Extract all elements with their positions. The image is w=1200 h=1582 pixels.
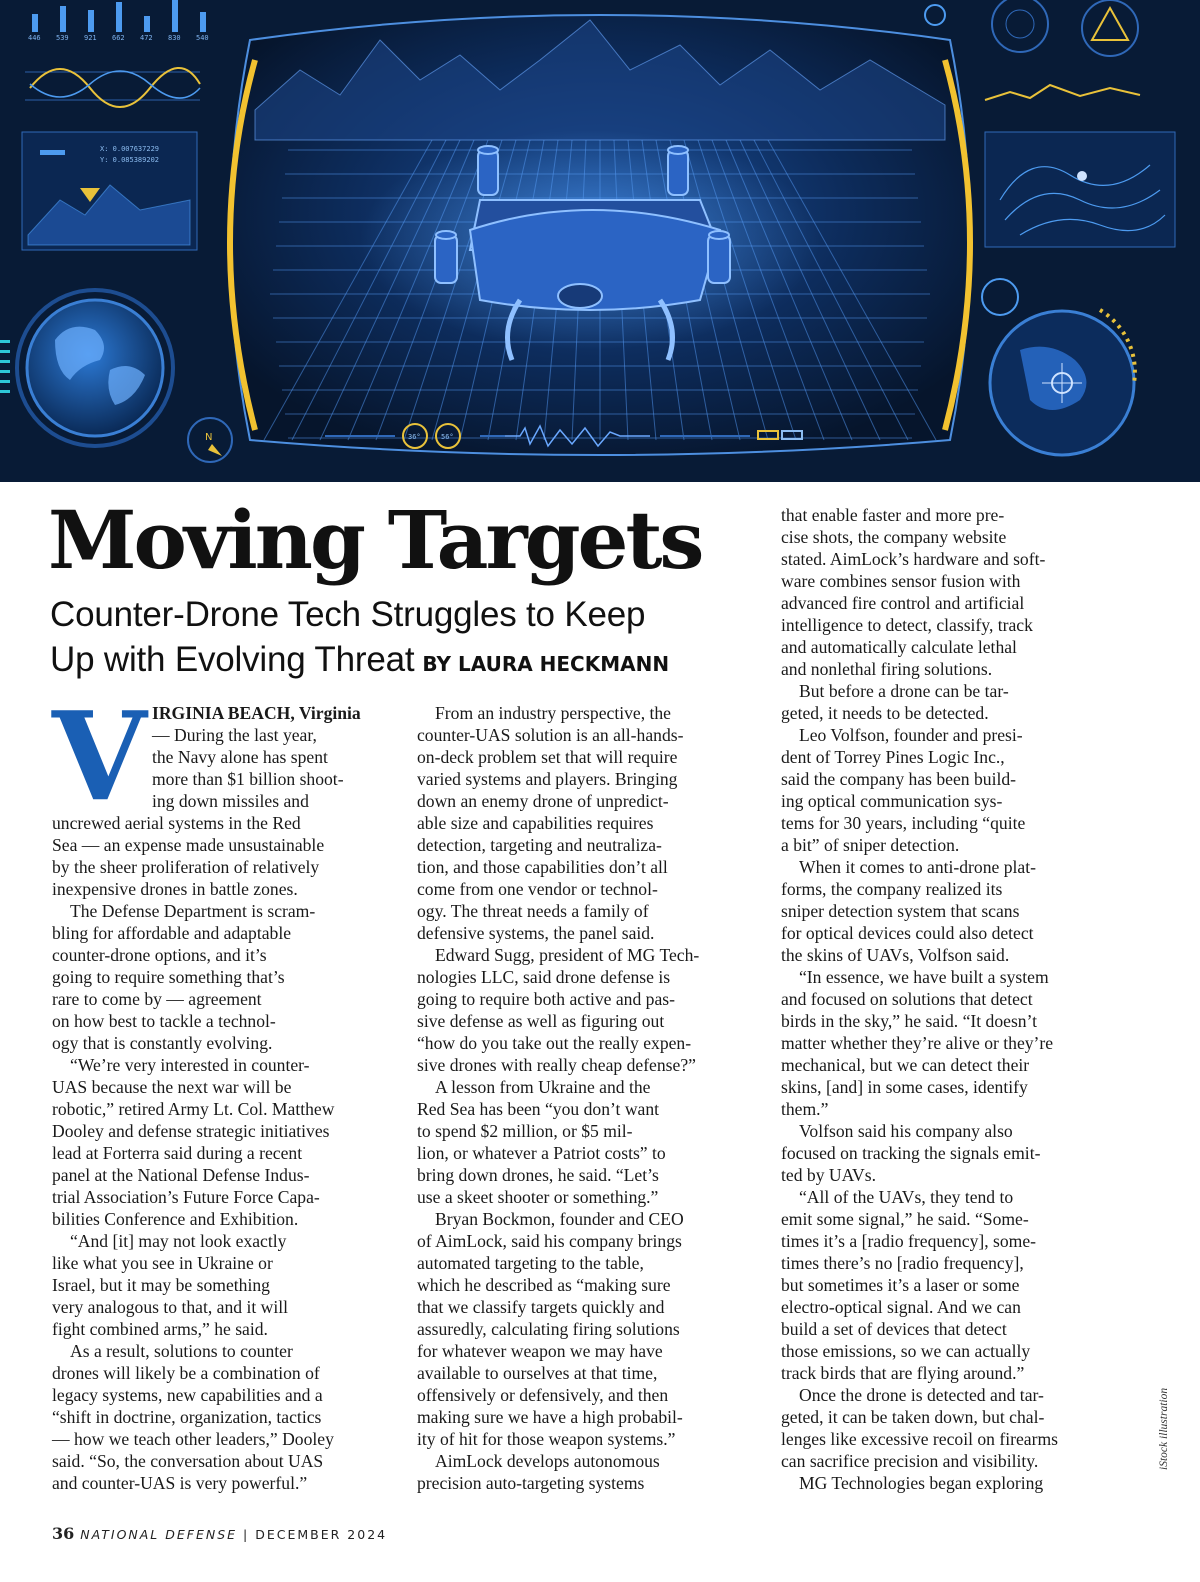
text-line: cise shots, the company website bbox=[781, 527, 1007, 547]
deck-line-1: Counter-Drone Tech Struggles to Keep bbox=[50, 595, 646, 634]
hero-bar-label: 446 bbox=[28, 34, 41, 42]
coord-y-readout: Y: 0.085389202 bbox=[100, 156, 160, 164]
headline: Moving Targets bbox=[48, 493, 702, 587]
text-line: inexpensive drones in battle zones. bbox=[52, 879, 298, 899]
text-line: but sometimes it’s a laser or some bbox=[781, 1275, 1020, 1295]
svg-text:36°: 36° bbox=[408, 433, 421, 441]
text-line: drones will likely be a combination of bbox=[52, 1363, 320, 1383]
text-line: times it’s a [radio frequency], some- bbox=[781, 1231, 1037, 1251]
text-line: IRGINIA BEACH, Virginia bbox=[152, 703, 361, 723]
text-line: the Navy alone has spent bbox=[152, 747, 328, 767]
deck-line-2: Up with Evolving Threat BY LAURA HECKMANN bbox=[50, 640, 670, 679]
text-line: Sea — an expense made unsustainable bbox=[52, 835, 325, 855]
text-line: for optical devices could also detect bbox=[781, 923, 1034, 943]
text-line: and nonlethal firing solutions. bbox=[781, 659, 993, 679]
coord-x-readout: X: 0.007637229 bbox=[100, 145, 160, 153]
text-line: ing down missiles and bbox=[152, 791, 309, 811]
text-line: — how we teach other leaders,” Dooley bbox=[52, 1429, 334, 1449]
article-column-3 bbox=[781, 504, 1121, 1494]
hero-bar bbox=[60, 6, 66, 32]
hero-bar bbox=[116, 2, 122, 32]
text-line: and automatically calculate lethal bbox=[781, 637, 1017, 657]
hero-bar bbox=[88, 10, 94, 32]
text-line: ware combines sensor fusion with bbox=[781, 571, 1021, 591]
text-line: of AimLock, said his company brings bbox=[417, 1231, 682, 1251]
text-line: that enable faster and more pre- bbox=[781, 505, 1005, 525]
image-credit: iStock illustration bbox=[1158, 1387, 1170, 1470]
text-line: forms, the company realized its bbox=[781, 879, 1003, 899]
text-line: AimLock develops autonomous bbox=[435, 1451, 660, 1471]
article-column-1 bbox=[52, 684, 392, 1494]
page-number: 36 bbox=[52, 1524, 75, 1543]
text-line: that we classify targets quickly and bbox=[417, 1297, 665, 1317]
text-line: can sacrifice precision and visibility. bbox=[781, 1451, 1039, 1471]
hero-bar bbox=[32, 14, 38, 32]
text-line: like what you see in Ukraine or bbox=[52, 1253, 273, 1273]
page-footer bbox=[52, 1524, 387, 1543]
text-line: more than $1 billion shoot- bbox=[152, 769, 344, 789]
text-line: stated. AimLock’s hardware and soft- bbox=[781, 549, 1046, 569]
text-line: counter-UAS solution is an all-hands- bbox=[417, 725, 684, 745]
text-line: “how do you take out the really expen- bbox=[417, 1033, 692, 1053]
text-line: focused on tracking the signals emit- bbox=[781, 1143, 1041, 1163]
text-line: detection, targeting and neutraliza- bbox=[417, 835, 662, 855]
text-line: uncrewed aerial systems in the Red bbox=[52, 813, 301, 833]
text-line: come from one vendor or technol- bbox=[417, 879, 658, 899]
text-line: “We’re very interested in counter- bbox=[70, 1055, 310, 1075]
text-line: advanced fire control and artificial bbox=[781, 593, 1025, 613]
text-line: on-deck problem set that will require bbox=[417, 747, 678, 767]
text-line: “And [it] may not look exactly bbox=[70, 1231, 287, 1251]
text-line: build a set of devices that detect bbox=[781, 1319, 1007, 1339]
hero-bar-label: 830 bbox=[168, 34, 181, 42]
text-line: From an industry perspective, the bbox=[435, 703, 671, 723]
text-line: and counter-UAS is very powerful.” bbox=[52, 1473, 308, 1493]
text-line: UAS because the next war will be bbox=[52, 1077, 292, 1097]
text-line: ted by UAVs. bbox=[781, 1165, 876, 1185]
hero-bar bbox=[172, 0, 178, 32]
text-line: going to require something that’s bbox=[52, 967, 285, 987]
text-line: ogy. The threat needs a family of bbox=[417, 901, 649, 921]
text-line: trial Association’s Future Force Capa- bbox=[52, 1187, 320, 1207]
hero-bar-label: 662 bbox=[112, 34, 125, 42]
text-line: precision auto-targeting systems bbox=[417, 1473, 645, 1493]
text-line: Red Sea has been “you don’t want bbox=[417, 1099, 660, 1119]
text-line: sive defense as well as figuring out bbox=[417, 1011, 665, 1031]
text-line: electro-optical signal. And we can bbox=[781, 1297, 1021, 1317]
deck bbox=[50, 592, 770, 687]
text-line: nologies LLC, said drone defense is bbox=[417, 967, 671, 987]
text-line: able size and capabilities requires bbox=[417, 813, 654, 833]
text-line: use a skeet shooter or something.” bbox=[417, 1187, 659, 1207]
article-column-2 bbox=[417, 702, 757, 1494]
text-line: robotic,” retired Army Lt. Col. Matthew bbox=[52, 1099, 335, 1119]
text-line: a bit” of sniper detection. bbox=[781, 835, 960, 855]
text-line: sive drones with really cheap defense?” bbox=[417, 1055, 696, 1075]
text-line: bling for affordable and adaptable bbox=[52, 923, 292, 943]
text-line: ing optical communication sys- bbox=[781, 791, 1003, 811]
svg-text:56°: 56° bbox=[441, 433, 454, 441]
text-line: mechanical, but we can detect their bbox=[781, 1055, 1030, 1075]
issue-date: DECEMBER 2024 bbox=[255, 1527, 388, 1542]
text-line: A lesson from Ukraine and the bbox=[435, 1077, 651, 1097]
text-line: said the company has been build- bbox=[781, 769, 1017, 789]
text-line: legacy systems, new capabilities and a bbox=[52, 1385, 323, 1405]
hero-bar-label: 472 bbox=[140, 34, 153, 42]
drop-cap: V bbox=[52, 684, 147, 828]
text-line: tion, and those capabilities don’t all bbox=[417, 857, 668, 877]
text-line: The Defense Department is scram- bbox=[70, 901, 316, 921]
publication-name: NATIONAL DEFENSE bbox=[80, 1527, 238, 1542]
text-line: offensively or defensively, and then bbox=[417, 1385, 669, 1405]
text-line: “In essence, we have built a system bbox=[799, 967, 1049, 987]
text-line: — During the last year, bbox=[152, 725, 317, 745]
globe-widget bbox=[17, 290, 173, 446]
text-line: lead at Forterra said during a recent bbox=[52, 1143, 303, 1163]
text-line: Israel, but it may be something bbox=[52, 1275, 270, 1295]
text-line: fight combined arms,” he said. bbox=[52, 1319, 268, 1339]
text-line: Once the drone is detected and tar- bbox=[799, 1385, 1044, 1405]
text-line: them.” bbox=[781, 1099, 829, 1119]
text-line: to spend $2 million, or $5 mil- bbox=[417, 1121, 633, 1141]
text-line: Volfson said his company also bbox=[799, 1121, 1013, 1141]
coordinate-panel bbox=[22, 132, 197, 250]
svg-text:N: N bbox=[205, 432, 213, 443]
text-line: As a result, solutions to counter bbox=[70, 1341, 293, 1361]
text-line: by the sheer proliferation of relatively bbox=[52, 857, 320, 877]
text-line: lenges like excessive recoil on firearms bbox=[781, 1429, 1058, 1449]
text-line: down an enemy drone of unpredict- bbox=[417, 791, 669, 811]
text-line: times there’s no [radio frequency], bbox=[781, 1253, 1024, 1273]
text-line: sniper detection system that scans bbox=[781, 901, 1020, 921]
text-line: bring down drones, he said. “Let’s bbox=[417, 1165, 659, 1185]
text-line: intelligence to detect, classify, track bbox=[781, 615, 1033, 635]
text-line: birds in the sky,” he said. “It doesn’t bbox=[781, 1011, 1038, 1031]
text-line: lion, or whatever a Patriot costs” to bbox=[417, 1143, 666, 1163]
text-line: track birds that are flying around.” bbox=[781, 1363, 1025, 1383]
text-line: for whatever weapon we may have bbox=[417, 1341, 663, 1361]
hero-illustration bbox=[0, 0, 1200, 482]
text-line: on how best to tackle a technol- bbox=[52, 1011, 276, 1031]
text-line: going to require both active and pas- bbox=[417, 989, 675, 1009]
text-line: skins, [and] in some cases, identify bbox=[781, 1077, 1028, 1097]
text-line: available to ourselves at that time, bbox=[417, 1363, 658, 1383]
byline: BY LAURA HECKMANN bbox=[422, 652, 670, 676]
text-line: bilities Conference and Exhibition. bbox=[52, 1209, 299, 1229]
text-line: tems for 30 years, including “quite bbox=[781, 813, 1026, 833]
text-line: geted, it needs to be detected. bbox=[781, 703, 989, 723]
text-line: dent of Torrey Pines Logic Inc., bbox=[781, 747, 1005, 767]
text-line: Bryan Bockmon, founder and CEO bbox=[435, 1209, 684, 1229]
text-line: “All of the UAVs, they tend to bbox=[799, 1187, 1014, 1207]
text-line: But before a drone can be tar- bbox=[799, 681, 1009, 701]
text-line: rare to come by — agreement bbox=[52, 989, 262, 1009]
text-line: Dooley and defense strategic initiatives bbox=[52, 1121, 330, 1141]
text-line: making sure we have a high probabil- bbox=[417, 1407, 683, 1427]
text-line: Leo Volfson, founder and presi- bbox=[799, 725, 1023, 745]
text-line: MG Technologies began exploring bbox=[799, 1473, 1044, 1493]
hero-bar bbox=[144, 16, 150, 32]
footer-separator: | bbox=[243, 1527, 250, 1542]
text-line: panel at the National Defense Indus- bbox=[52, 1165, 310, 1185]
text-line: very analogous to that, and it will bbox=[52, 1297, 289, 1317]
text-line: geted, it can be taken down, but chal- bbox=[781, 1407, 1045, 1427]
text-line: When it comes to anti-drone plat- bbox=[799, 857, 1036, 877]
text-line: ity of hit for those weapon systems.” bbox=[417, 1429, 676, 1449]
text-line: the skins of UAVs, Volfson said. bbox=[781, 945, 1010, 965]
text-line: ogy that is constantly evolving. bbox=[52, 1033, 273, 1053]
text-line: and focused on solutions that detect bbox=[781, 989, 1033, 1009]
text-line: “shift in doctrine, organization, tactics bbox=[52, 1407, 322, 1427]
text-line: said. “So, the conversation about UAS bbox=[52, 1451, 324, 1471]
text-line: matter whether they’re alive or they’re bbox=[781, 1033, 1054, 1053]
hero-bar bbox=[200, 12, 206, 32]
text-line: emit some signal,” he said. “Some- bbox=[781, 1209, 1029, 1229]
text-line: those emissions, so we can actually bbox=[781, 1341, 1031, 1361]
text-line: defensive systems, the panel said. bbox=[417, 923, 655, 943]
topo-map-widget bbox=[985, 132, 1175, 247]
text-line: counter-drone options, and it’s bbox=[52, 945, 267, 965]
hero-bar-label: 921 bbox=[84, 34, 97, 42]
hero-bar-label: 539 bbox=[56, 34, 69, 42]
text-line: which he described as “making sure bbox=[417, 1275, 671, 1295]
text-line: automated targeting to the table, bbox=[417, 1253, 644, 1273]
text-line: Edward Sugg, president of MG Tech- bbox=[435, 945, 700, 965]
hero-bar-label: 540 bbox=[196, 34, 209, 42]
text-line: varied systems and players. Bringing bbox=[417, 769, 678, 789]
text-line: assuredly, calculating firing solutions bbox=[417, 1319, 680, 1339]
